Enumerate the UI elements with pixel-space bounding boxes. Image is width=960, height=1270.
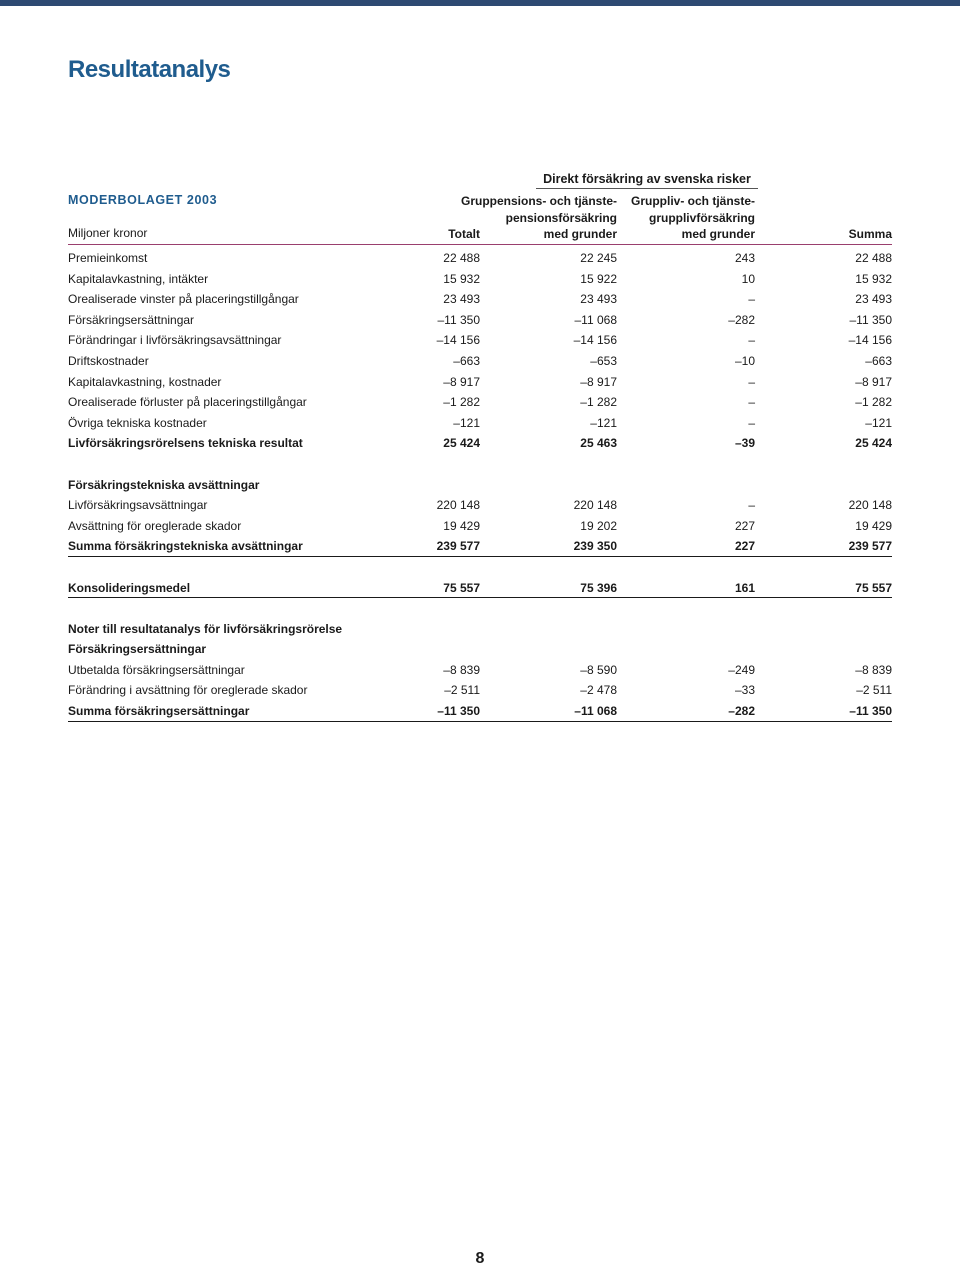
value-pension: –1 282 (580, 395, 617, 410)
value-total: 239 577 (436, 539, 480, 554)
value-group-life: –39 (734, 436, 755, 451)
table-row (68, 475, 892, 496)
value-total: 220 148 (436, 498, 480, 513)
value-sum: 75 557 (855, 580, 892, 595)
value-total: 23 493 (443, 292, 480, 307)
column-header-total-text: Totalt (448, 227, 480, 241)
table-row (68, 495, 892, 516)
value-group-life: –249 (728, 662, 755, 677)
column-header-group-life (631, 193, 755, 243)
value-group-life: –33 (734, 683, 755, 698)
value-sum: –11 350 (849, 704, 892, 719)
value-total: –2 511 (444, 683, 480, 698)
column-header-line: grupplivförsäkring (648, 210, 755, 225)
row-label: Orealiserade vinster på placeringstillgångar (68, 292, 299, 307)
row-label: Konsolideringsmedel (68, 580, 191, 595)
page-title: Resultatanalys (68, 56, 231, 83)
value-group-life: –282 (728, 312, 755, 327)
row-label: Försäkringsersättningar (68, 642, 207, 657)
value-total: 22 488 (443, 251, 480, 265)
value-total: 15 932 (443, 271, 480, 286)
table-row (68, 310, 892, 331)
row-spacer (68, 454, 892, 475)
value-sum: 23 493 (855, 292, 892, 307)
row-label: Noter till resultatanalys för livförsäkringsrörelse (68, 621, 343, 636)
value-group-life: – (748, 292, 755, 307)
value-sum: 239 577 (848, 539, 892, 554)
unit-label: Miljoner kronor (68, 226, 148, 240)
value-group-life: –10 (734, 353, 755, 368)
table-row (68, 660, 892, 681)
column-header-line: pensionsförsäkring (505, 210, 617, 225)
table-row (68, 330, 892, 351)
column-header-line: med grunder (681, 227, 755, 241)
group-header-underline (536, 188, 758, 189)
table-row (68, 289, 892, 310)
value-total: –11 350 (437, 704, 480, 719)
value-sum: –121 (865, 415, 892, 430)
row-spacer (68, 557, 892, 578)
row-spacer (68, 598, 892, 619)
column-header-line: med grunder (543, 227, 617, 241)
group-header: Direkt försäkring av svenska risker (543, 172, 751, 186)
value-group-life: – (748, 498, 755, 513)
value-pension: 25 463 (580, 436, 617, 451)
value-sum: 220 148 (848, 498, 892, 513)
table-row (68, 269, 892, 290)
value-pension: 19 202 (580, 518, 617, 533)
row-label: Premieinkomst (68, 251, 148, 265)
table-row (68, 413, 892, 434)
table-row (68, 392, 892, 413)
value-sum: 15 932 (855, 271, 892, 286)
row-label: Förändringar i livförsäkringsavsättningar (68, 333, 282, 348)
column-header-line: Gruppensions- och tjänste- (460, 194, 617, 208)
row-label: Summa försäkringsersättningar (68, 704, 250, 719)
row-label: Orealiserade förluster på placeringstillgångar (68, 395, 307, 410)
value-sum: –14 156 (848, 333, 892, 348)
value-pension: 22 245 (580, 251, 617, 265)
value-sum: 22 488 (855, 251, 892, 265)
header-rule (68, 244, 892, 245)
row-label: Kapitalavkastning, kostnader (68, 374, 222, 389)
table-row (68, 639, 892, 660)
top-bar (0, 0, 960, 6)
value-total: 19 429 (443, 518, 480, 533)
column-header-line: Gruppliv- och tjänste- (630, 194, 755, 208)
value-pension: –14 156 (573, 333, 617, 348)
page-number: 8 (475, 1250, 485, 1267)
value-pension: 15 922 (580, 271, 617, 286)
value-total: –8 839 (443, 662, 480, 677)
value-total: –14 156 (436, 333, 480, 348)
table-row (68, 536, 892, 557)
row-label: Försäkringstekniska avsättningar (68, 477, 260, 492)
column-header-sum (849, 193, 892, 243)
row-label: Livförsäkringsrörelsens tekniska resultat (68, 436, 303, 451)
value-pension: 239 350 (573, 539, 617, 554)
column-header-sum-text: Summa (848, 227, 892, 241)
value-sum: 19 429 (855, 518, 892, 533)
value-sum: –1 282 (855, 395, 892, 410)
row-label: Driftskostnader (68, 353, 149, 368)
value-pension: 23 493 (580, 292, 617, 307)
value-pension: –8 590 (580, 662, 617, 677)
value-total: –1 282 (443, 395, 480, 410)
value-pension: –11 068 (574, 704, 617, 719)
row-label: Utbetalda försäkringsersättningar (68, 662, 245, 677)
value-group-life: 161 (734, 580, 755, 595)
value-total: –121 (453, 415, 480, 430)
value-sum: –8 839 (855, 662, 892, 677)
table-row (68, 433, 892, 454)
value-total: –663 (453, 353, 480, 368)
value-total: 75 557 (443, 580, 480, 595)
column-header-pension (461, 193, 617, 243)
table-row (68, 516, 892, 537)
value-group-life: – (748, 374, 755, 389)
table-row (68, 351, 892, 372)
table-row (68, 680, 892, 701)
table-row (68, 619, 892, 640)
result-table (68, 248, 892, 722)
value-group-life: 227 (734, 518, 755, 533)
value-pension: 75 396 (580, 580, 617, 595)
row-label: Kapitalavkastning, intäkter (68, 271, 209, 286)
value-group-life: – (748, 415, 755, 430)
value-pension: –121 (590, 415, 617, 430)
value-group-life: – (748, 333, 755, 348)
value-total: –8 917 (443, 374, 480, 389)
value-sum: 25 424 (855, 436, 892, 451)
value-pension: 220 148 (573, 498, 617, 513)
company-label: MODERBOLAGET 2003 (68, 193, 218, 207)
value-pension: –653 (590, 353, 617, 368)
table-row (68, 701, 892, 722)
value-pension: –8 917 (580, 374, 617, 389)
row-label: Försäkringsersättningar (68, 312, 195, 327)
row-label: Livförsäkringsavsättningar (68, 498, 208, 513)
value-sum: –663 (865, 353, 892, 368)
row-label: Avsättning för oreglerade skador (68, 518, 242, 533)
value-group-life: – (748, 395, 755, 410)
row-label: Övriga tekniska kostnader (68, 415, 207, 430)
value-sum: –8 917 (855, 374, 892, 389)
row-label: Summa försäkringstekniska avsättningar (68, 539, 303, 554)
value-pension: –11 068 (574, 312, 617, 327)
value-sum: –11 350 (849, 312, 892, 327)
value-group-life: 243 (734, 251, 755, 265)
value-group-life: 10 (741, 271, 755, 286)
table-row (68, 248, 892, 269)
table-row (68, 372, 892, 393)
value-group-life: –282 (728, 704, 755, 719)
value-sum: –2 511 (856, 683, 892, 698)
value-total: –11 350 (437, 312, 480, 327)
value-pension: –2 478 (580, 683, 617, 698)
row-label: Förändring i avsättning för oreglerade skador (68, 683, 308, 698)
table-row (68, 578, 892, 599)
value-group-life: 227 (734, 539, 755, 554)
value-total: 25 424 (443, 436, 480, 451)
